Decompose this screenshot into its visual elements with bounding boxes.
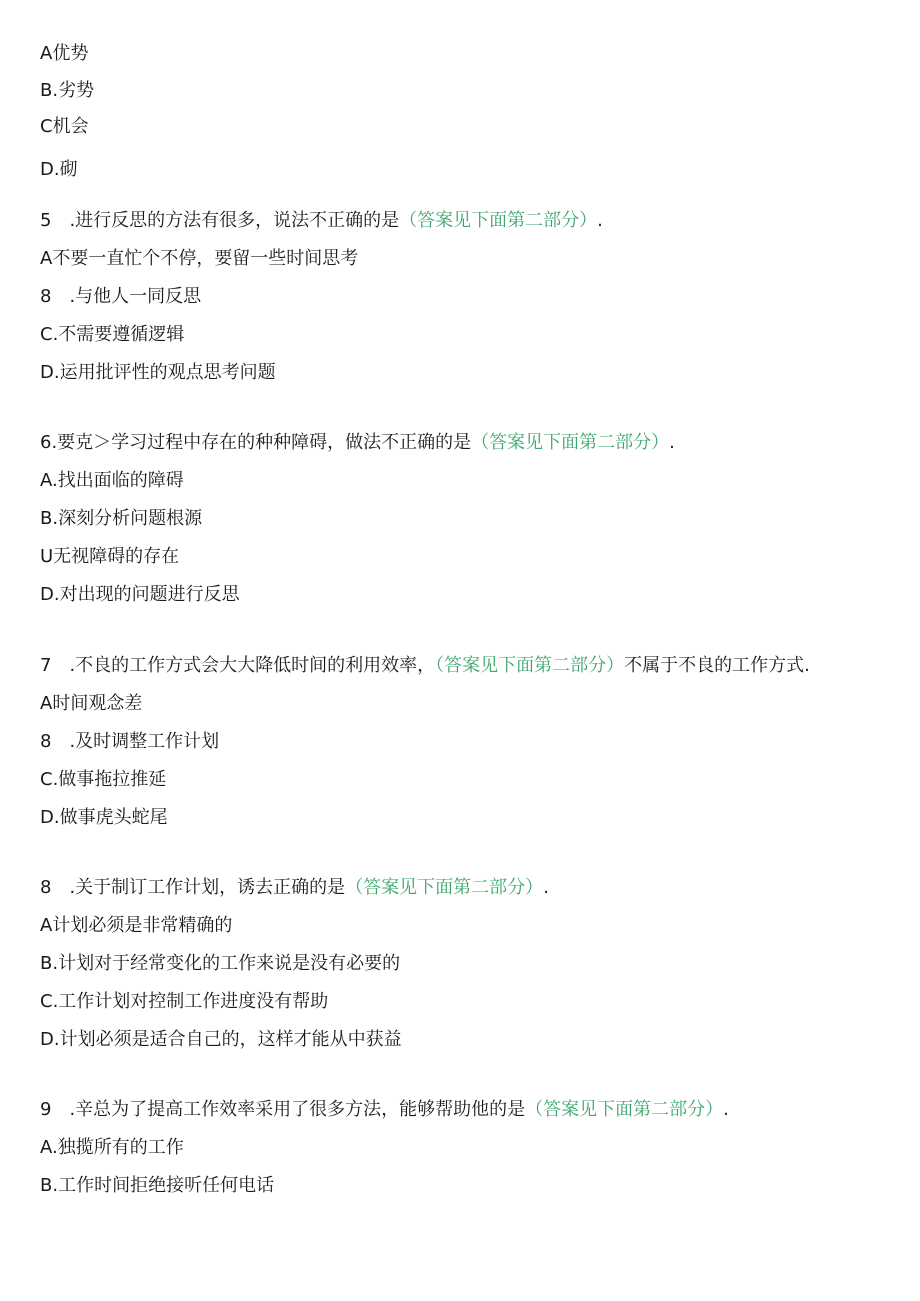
q5-stem-text: 5 .进行反思的方法有很多，说法不正确的是 [40,210,400,231]
q7-option-d: D.做事虎头蛇尾 [40,807,168,828]
q6-answer-hint: （答案见下面第二部分） [471,432,670,453]
q8-option-a: A计划必须是非常精确的 [40,915,233,936]
q4-option-a: A优势 [40,43,89,64]
q6-stem-end: . [669,432,675,453]
q9-stem-text: 9 .辛总为了提高工作效率采用了很多方法，能够帮助他的是 [40,1099,526,1120]
q4-option-b: B.劣势 [40,80,95,101]
q5-stem [40,208,603,234]
q8-stem-text: 8 .关于制订工作计划，诱去正确的是 [40,877,346,898]
q5-answer-hint: （答案见下面第二部分） [399,210,598,231]
q9-stem [40,1097,729,1123]
q7-stem-text: 7 .不良的工作方式会大大降低时间的利用效率， [40,655,436,676]
q7-option-b: 8 .及时调整工作计划 [40,731,220,752]
q9-answer-hint: （答案见下面第二部分） [525,1099,724,1120]
q8-option-b: B.计划对于经常变化的工作来说是没有必要的 [40,953,401,974]
q5-option-d: D.运用批评性的观点思考问题 [40,362,276,383]
q6-option-c: U无视障碍的存在 [40,546,180,567]
q4-option-c: C机会 [40,116,89,137]
q7-stem-end: 不属于不良的工作方式. [624,655,810,676]
q5-option-c: C.不需要遵循逻辑 [40,324,185,345]
q7-answer-hint: （答案见下面第二部分） [435,655,625,676]
q8-option-c: C.工作计划对控制工作进度没有帮助 [40,991,329,1012]
q8-stem-end: . [543,877,549,898]
q5-option-a: A不要一直忙个不停，要留一些时间思考 [40,248,359,269]
q5-stem-end: . [597,210,603,231]
q8-stem [40,875,549,901]
q6-stem [40,430,675,456]
q8-option-d: D.计划必须是适合自己的，这样才能从中获益 [40,1029,402,1050]
q6-stem-text: 6.要克＞学习过程中存在的种种障碍，做法不正确的是 [40,432,472,453]
q6-option-d: D.对出现的问题进行反思 [40,584,240,605]
q9-stem-end: . [723,1099,729,1120]
q4-option-d: D.砌 [40,159,78,180]
q6-option-b: B.深刻分析问题根源 [40,508,203,529]
q8-answer-hint: （答案见下面第二部分） [345,877,544,898]
q5-option-b: 8 .与他人一同反思 [40,286,202,307]
q7-stem [40,653,810,679]
q7-option-c: C.做事拖拉推延 [40,769,167,790]
q9-option-b: B.工作时间拒绝接听任何电话 [40,1175,275,1196]
q7-option-a: A时间观念差 [40,693,143,714]
q6-option-a: A.找出面临的障碍 [40,470,184,491]
q9-option-a: A.独揽所有的工作 [40,1137,184,1158]
